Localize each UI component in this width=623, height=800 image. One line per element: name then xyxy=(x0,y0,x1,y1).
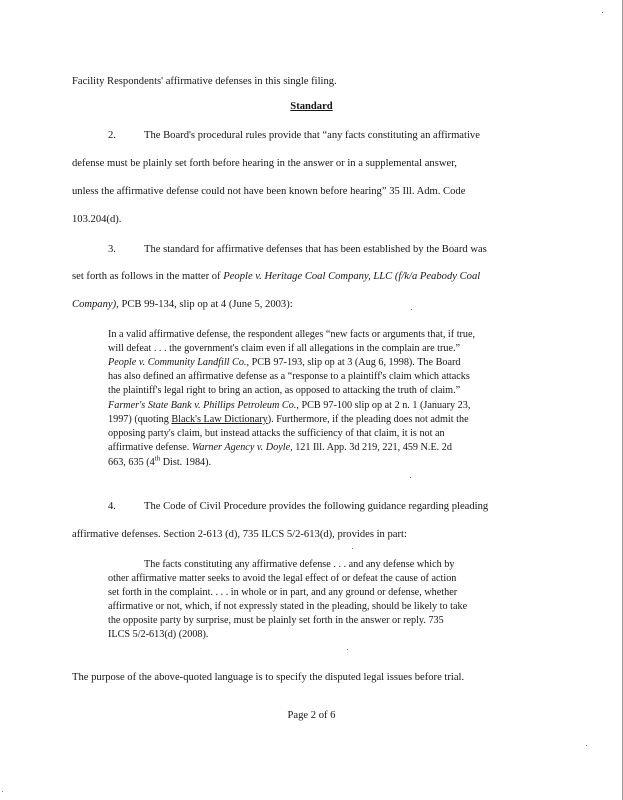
block-quote-line: Farmer's State Bank v. Phillips Petroleum Co., PCB 97-100 slip op at 2 n. 1 (January 23, xyxy=(108,400,471,411)
paragraph-line: defense must be plainly set forth before hearing in the answer or in a supplemental answer, xyxy=(72,158,457,169)
paragraph-line: set forth as follows in the matter of People v. Heritage Coal Company, LLC (f/k/a Peabody Coal xyxy=(72,271,481,282)
block-quote-line: In a valid affirmative defense, the respondent alleges “new facts or arguments that, if true, xyxy=(108,329,476,340)
paragraph-line: Company), PCB 99-134, slip op at 4 (June 5, 2003): xyxy=(72,299,293,310)
scan-speck xyxy=(347,649,348,650)
paragraph-line: The standard for affirmative defenses that has been established by the Board was xyxy=(144,244,487,255)
book-title: Black's Law Dictionary xyxy=(171,414,268,425)
scan-speck xyxy=(2,791,3,792)
block-quote-line: affirmative or not, which, if not expressly stated in the pleading, should be likely to take xyxy=(108,601,468,612)
case-citation: People v. Heritage Coal Company, LLC (f/k/a Peabody Coal xyxy=(223,271,481,282)
paragraph-line: The Code of Civil Procedure provides the following guidance regarding pleading xyxy=(144,501,489,512)
block-quote-line: the opposite party by surprise, must be plainly set forth in the answer or reply. 735 xyxy=(108,615,444,626)
block-quote-line: affirmative defense. Warner Agency v. Doyle, 121 Ill. App. 3d 219, 221, 459 N.E. 2d xyxy=(108,442,452,453)
paragraph-line: affirmative defenses. Section 2-613 (d), 735 ILCS 5/2-613(d), provides in part: xyxy=(72,529,407,540)
block-quote-line: 1997) (quoting Black's Law Dictionary). Furthermore, if the pleading does not admit the xyxy=(108,414,469,425)
page-number: Page 2 of 6 xyxy=(287,710,336,721)
block-quote-line: other affirmative matter seeks to avoid the legal effect of or defeat the cause of action xyxy=(108,573,457,584)
scan-speck xyxy=(586,745,587,746)
case-citation: Company) xyxy=(72,299,117,310)
block-quote-line: ILCS 5/2-613(d) (2008). xyxy=(108,629,209,640)
paragraph-line: unless the affirmative defense could not have been known before hearing” 35 Ill. Adm. Code xyxy=(72,186,466,197)
block-quote-line: the plaintiff's legal right to bring an action, as opposed to attacking the truth of claim.” xyxy=(108,385,461,396)
scan-speck xyxy=(602,12,603,13)
block-quote-line: set forth in the complaint. . . . in whole or in part, and any ground or defense, whether xyxy=(108,587,458,598)
paragraph-line: 103.204(d). xyxy=(72,214,122,225)
case-citation: Warner Agency v. Doyle xyxy=(191,442,291,453)
paragraph-line: The Board's procedural rules provide that “any facts constituting an affirmative xyxy=(144,130,480,141)
intro-line: Facility Respondents' affirmative defenses in this single filing. xyxy=(72,76,337,87)
paragraph-number: 2. xyxy=(108,130,116,141)
block-quote-line: opposing party's claim, but instead attacks the sufficiency of that claim, it is not an xyxy=(108,428,445,439)
closing-line: The purpose of the above-quoted language is to specify the disputed legal issues before trial. xyxy=(72,672,465,683)
case-citation: People v. Community Landfill Co. xyxy=(108,357,247,368)
block-quote-line: The facts constituting any affirmative defense . . . and any defense which by xyxy=(144,559,455,570)
block-quote-line: People v. Community Landfill Co., PCB 97-193, slip op at 3 (Aug 6, 1998). The Board xyxy=(108,357,461,368)
case-citation: Farmer's State Bank v. Phillips Petroleum Co. xyxy=(108,400,297,411)
block-quote-line: 663, 635 (4th Dist. 1984). xyxy=(108,454,212,468)
scan-speck xyxy=(410,477,411,478)
scan-speck xyxy=(352,548,353,549)
section-heading: Standard xyxy=(290,101,333,112)
scan-speck xyxy=(411,309,412,310)
paragraph-number: 4. xyxy=(108,501,116,512)
paragraph-number: 3. xyxy=(108,244,116,255)
block-quote-line: will defeat . . . the government's claim even if all allegations in the complain are true.” xyxy=(108,343,461,354)
block-quote-line: has also defined an affirmative defense as a “response to a plaintiff's claim which attacks xyxy=(108,371,470,382)
